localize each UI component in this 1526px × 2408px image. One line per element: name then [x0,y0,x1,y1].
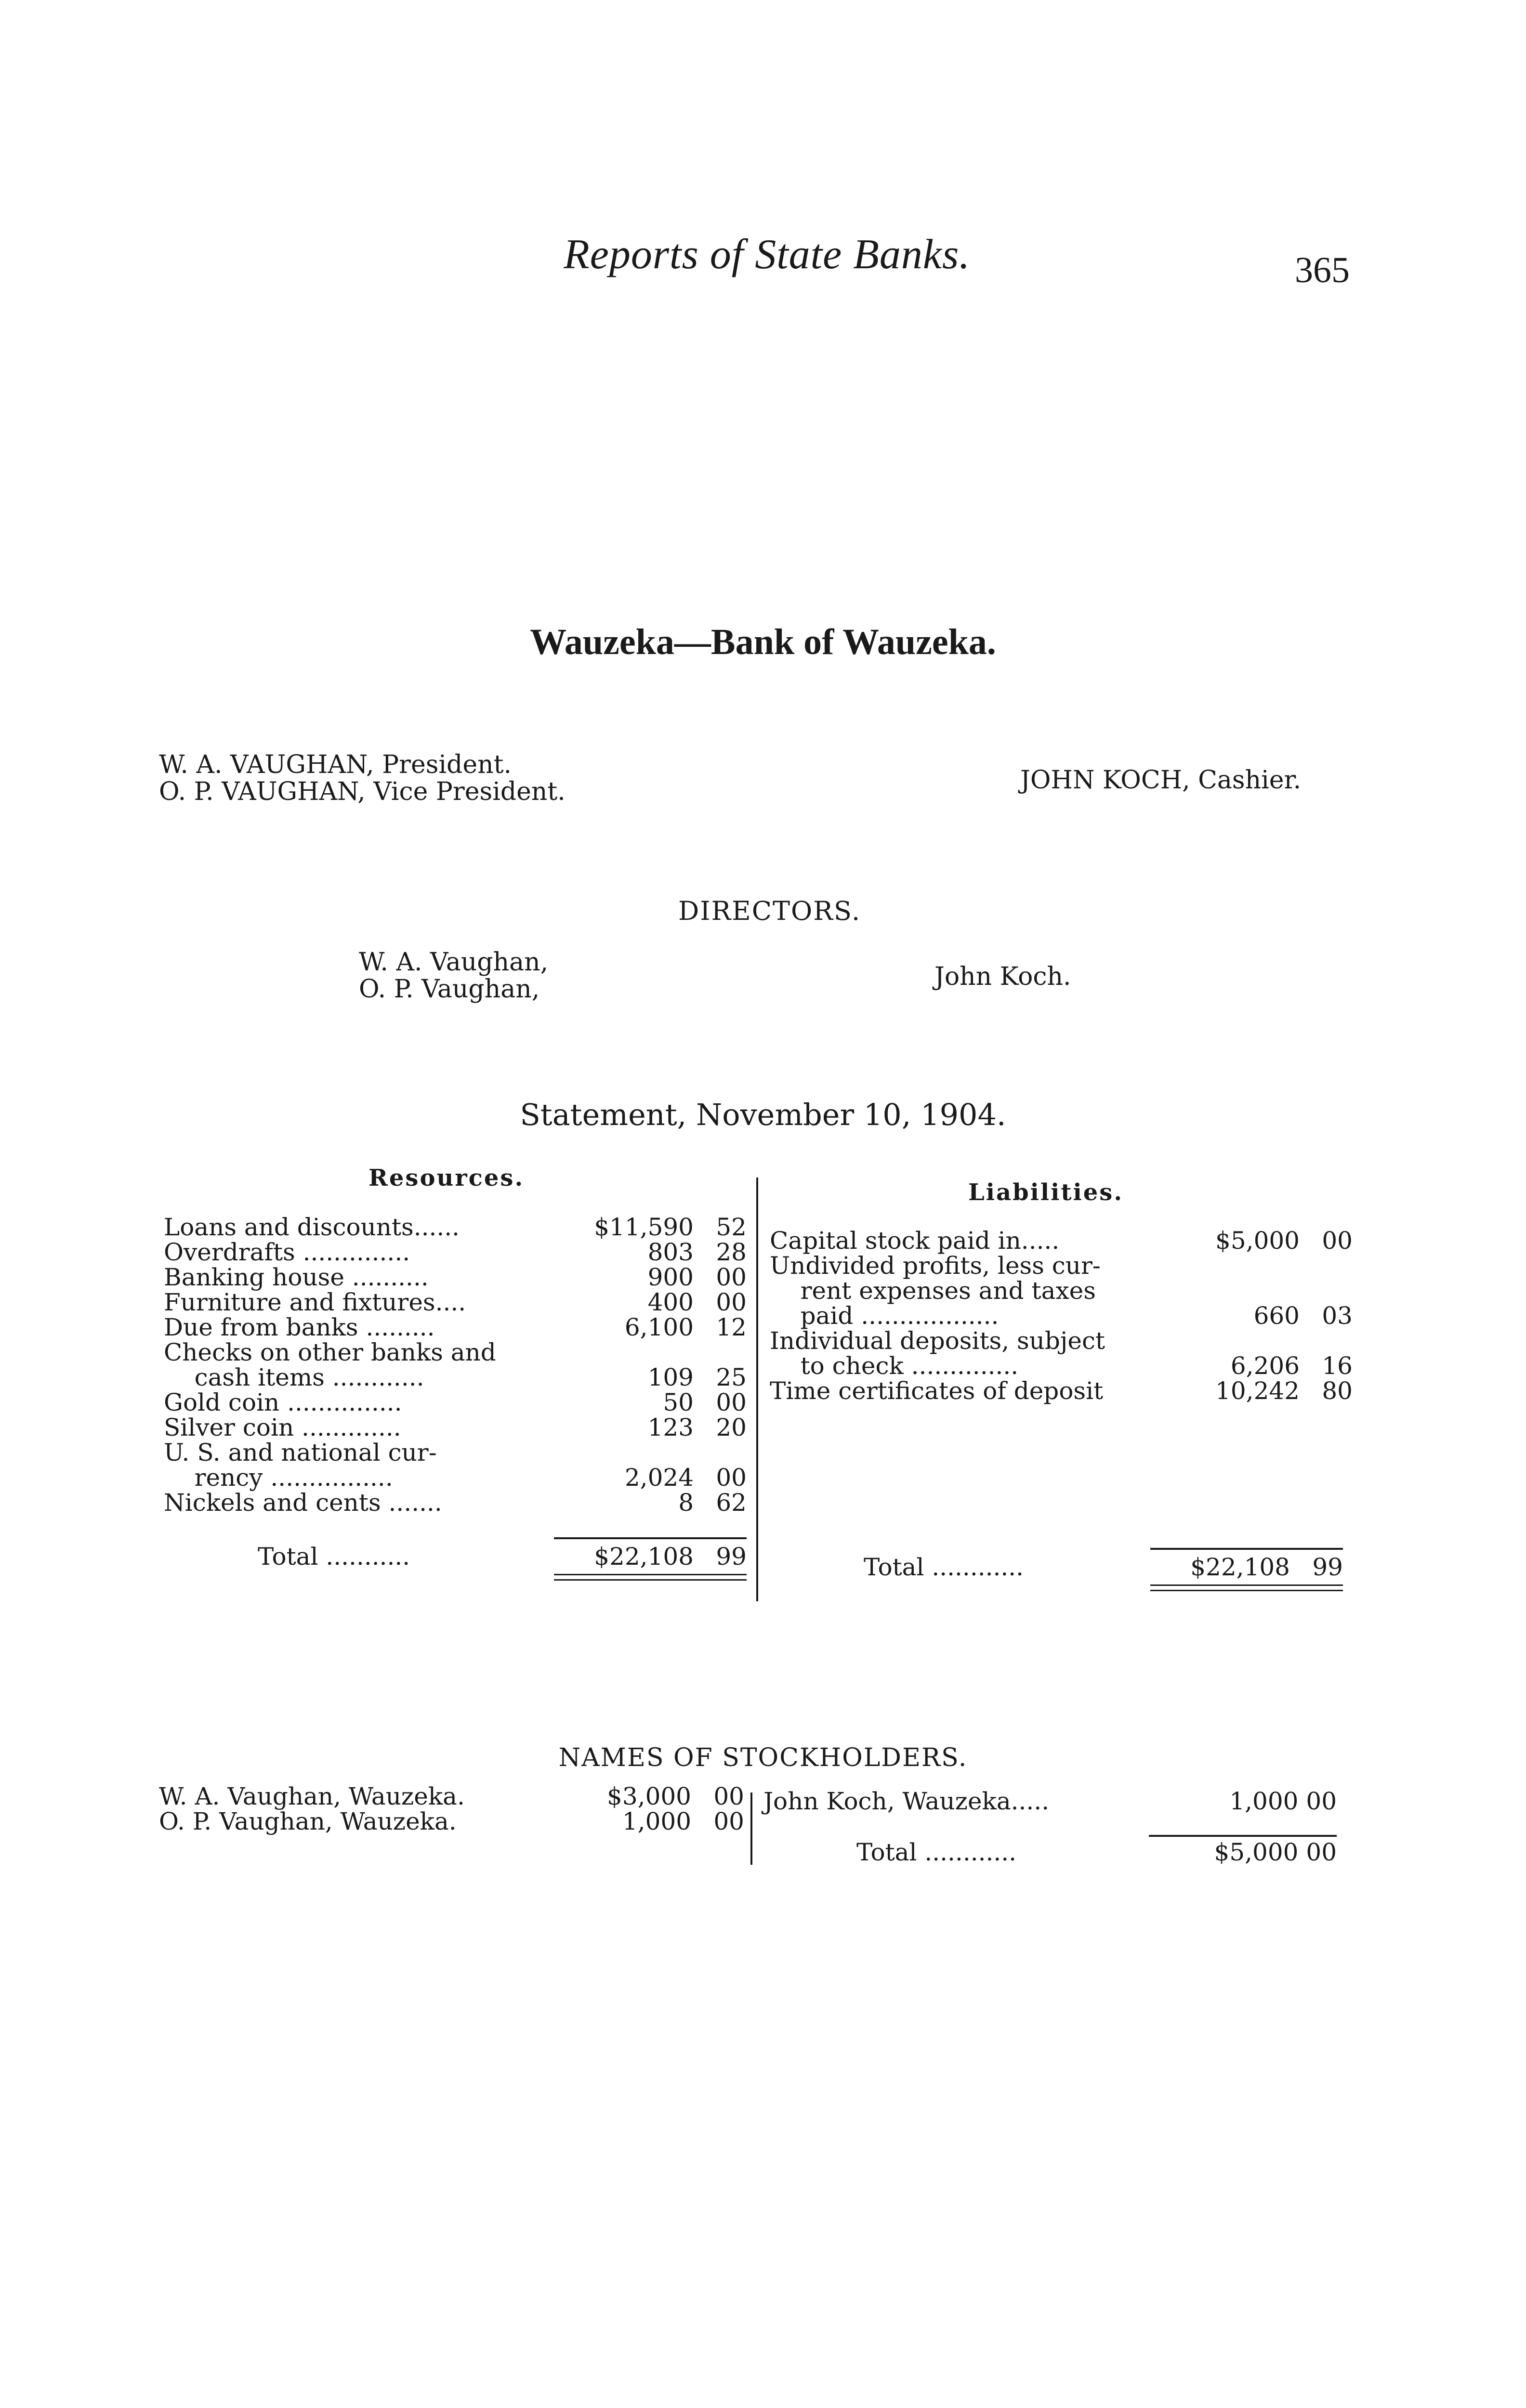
resources-dollars: 123 [647,1413,694,1441]
resources-total-cents: 99 [716,1543,747,1570]
stockholder-total-label: Total ............ [856,1838,1017,1866]
resources-dollars: 109 [647,1363,694,1391]
director-left-2: O. P. Vaughan, [359,975,540,1004]
stockholder-name: O. P. Vaughan, Wauzeka. [159,1807,457,1835]
liabilities-dollars: 660 [1253,1302,1300,1330]
liabilities-label: rent expenses and taxes [770,1277,1096,1305]
resources-cents: 62 [716,1489,747,1517]
resources-row [164,1440,747,1465]
stockholder-name: W. A. Vaughan, Wauzeka. [159,1782,465,1810]
resources-label: Nickels and cents ....... [164,1489,442,1517]
resources-label: cash items ............ [164,1363,424,1391]
resources-dollars: 6,100 [624,1313,694,1341]
stockholder-total-amount: $5,000 00 [1214,1838,1337,1866]
resources-row [164,1490,747,1515]
statement-title: Statement, November 10, 1904. [520,1097,1006,1132]
liabilities-label: Undivided profits, less cur- [770,1252,1101,1280]
resources-cents: 12 [716,1313,747,1341]
resources-label: Due from banks ......... [164,1313,435,1341]
resources-dollars: 900 [647,1263,694,1291]
liabilities-label: paid .................. [770,1302,999,1330]
liabilities-label: Individual deposits, subject [770,1327,1105,1355]
liabilities-label: Capital stock paid in..... [770,1227,1060,1255]
liabilities-row [770,1378,1353,1403]
liabilities-total-double-rule [1150,1584,1343,1591]
resources-cents: 20 [716,1413,747,1441]
stockholder-dollars: $3,000 [607,1782,691,1810]
resources-cents: 52 [716,1213,747,1241]
stockholder-row [159,1809,744,1834]
stockholder-amount: 1,000 00 [1229,1787,1337,1815]
resources-total-row [164,1544,747,1569]
resources-row [164,1465,747,1490]
resources-total-rule [554,1537,747,1539]
liabilities-cents: 03 [1322,1302,1353,1330]
stockholders-heading: NAMES OF STOCKHOLDERS. [558,1743,968,1772]
stockholder-row [763,1789,1337,1814]
resources-row [164,1315,747,1340]
page-number: 365 [1295,250,1350,290]
resources-cents: 25 [716,1363,747,1391]
liabilities-row [770,1303,1353,1328]
liabilities-total-label: Total ............ [864,1553,1024,1581]
stockholder-row [159,1784,744,1809]
resources-row [164,1415,747,1440]
resources-total-label: Total ........... [258,1543,410,1570]
liabilities-total-cents: 99 [1312,1553,1343,1581]
liabilities-dollars: 10,242 [1215,1377,1300,1405]
stockholder-dollars: 1,000 [622,1807,691,1835]
liabilities-cents: 00 [1322,1227,1353,1255]
liabilities-row [770,1328,1353,1353]
resources-total-dollars: $22,108 [594,1543,694,1570]
resources-dollars: 400 [647,1288,694,1316]
resources-dollars: $11,590 [594,1213,694,1241]
resources-label: Banking house .......... [164,1263,429,1291]
liabilities-heading: Liabilities. [968,1179,1124,1206]
liabilities-row [770,1278,1353,1303]
liabilities-row [770,1228,1353,1253]
resources-heading: Resources. [368,1165,525,1191]
officer-cashier: JOHN KOCH, Cashier. [1020,766,1302,795]
running-title: Reports of State Banks. [564,231,971,278]
resources-dollars: 803 [647,1238,694,1266]
resources-table [164,1215,747,1571]
resources-label: Furniture and fixtures.... [164,1288,466,1316]
bank-title: Wauzeka—Bank of Wauzeka. [530,622,996,662]
stockholder-name: John Koch, Wauzeka..... [763,1787,1050,1815]
resources-row [164,1240,747,1265]
director-left-1: W. A. Vaughan, [359,948,549,977]
resources-row [164,1390,747,1415]
resources-label: Silver coin ............. [164,1413,401,1441]
resources-label: Checks on other banks and [164,1338,496,1366]
liabilities-row [770,1253,1353,1278]
liabilities-label: Time certificates of deposit [770,1377,1104,1405]
resources-cents: 00 [716,1263,747,1291]
resources-dollars: 2,024 [624,1464,694,1492]
resources-dollars: 8 [678,1489,694,1517]
resources-cents: 00 [716,1388,747,1416]
stockholder-total-rule [1149,1835,1337,1837]
liabilities-table [770,1228,1353,1584]
resources-label: rency ................ [164,1464,393,1492]
resources-label: Overdrafts .............. [164,1238,410,1266]
resources-dollars: 50 [663,1388,694,1416]
resources-cents: 00 [716,1464,747,1492]
liabilities-label: to check .............. [770,1352,1019,1380]
resources-label: Gold coin ............... [164,1388,402,1416]
officer-vice-president: O. P. VAUGHAN, Vice President. [159,777,566,806]
liabilities-cents: 80 [1322,1377,1353,1405]
liabilities-total-row [770,1555,1343,1580]
liabilities-dollars: $5,000 [1215,1227,1300,1255]
stockholder-total-row [856,1840,1337,1865]
stockholder-cents: 00 [713,1807,744,1835]
resources-row [164,1365,747,1390]
resources-row [164,1290,747,1315]
liabilities-dollars: 6,206 [1230,1352,1300,1380]
resources-row [164,1215,747,1240]
liabilities-total-dollars: $22,108 [1190,1553,1290,1581]
resources-cents: 28 [716,1238,747,1266]
resources-label: U. S. and national cur- [164,1439,437,1466]
liabilities-cents: 16 [1322,1352,1353,1380]
resources-total-double-rule [554,1574,747,1581]
directors-heading: DIRECTORS. [678,896,861,926]
director-right: John Koch. [934,962,1071,991]
resources-row [164,1265,747,1290]
stockholder-cents: 00 [713,1782,744,1810]
officer-president: W. A. VAUGHAN, President. [159,750,512,779]
liabilities-row [770,1353,1353,1378]
stockholder-divider [750,1793,752,1865]
resources-cents: 00 [716,1288,747,1316]
resources-row [164,1340,747,1365]
liabilities-total-rule [1150,1548,1343,1550]
resources-label: Loans and discounts...... [164,1213,460,1241]
column-divider [756,1178,758,1601]
